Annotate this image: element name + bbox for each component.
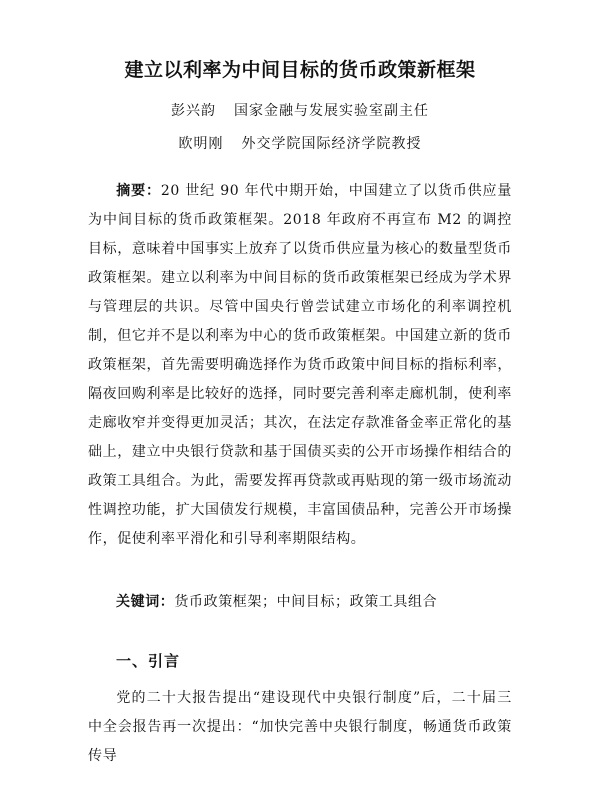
- paper-title: 建立以利率为中间目标的货币政策新框架: [124, 59, 476, 81]
- author-line-2: [0, 133, 600, 153]
- author-line-1: [0, 100, 600, 120]
- keywords-label: 关键词：: [116, 594, 175, 610]
- intro-text: 党的二十大报告提出“建设现代中央银行制度”后，二十届三中全会报告再一次提出：“加快完善中央银行制度，畅通货币政策传导: [88, 690, 512, 764]
- section-heading: 一、引言: [116, 652, 181, 670]
- keywords-text: 货币政策框架；中间目标；政策工具组合: [174, 594, 438, 610]
- keywords: [88, 588, 512, 617]
- author-affiliation: 外交学院国际经济学院教授: [241, 136, 422, 152]
- intro-paragraph: [88, 684, 512, 771]
- author-name: 彭兴韵: [171, 103, 216, 119]
- abstract: [88, 177, 512, 554]
- abstract-label: 摘要：: [116, 183, 161, 199]
- author-affiliation: 国家金融与发展实验室副主任: [234, 103, 429, 119]
- abstract-text: 20 世纪 90 年代中期开始，中国建立了以货币供应量为中间目标的货币政策框架。2018 年政府不再宣布 M2 的调控目标，意味着中国事实上放弃了以货币供应量为核心的数量型货币政策框架。建立以利率为中间目标的货币政策框架已经成为学术界与管理层的共识。尽管中国央行曾尝试建立市场化的利率调控机制，但它并不是以利率为中心的货币政策框架。中国建立新的货币政策框架，首先需要明确选择作为货币政策中间目标的指标利率，隔夜回购利率是比较好的选择，同时要完善利率走廊机制，使利率走廊收窄并变得更加灵活；其次，在法定存款准备金率正常化的基础上，建立中央银行贷款和基于国债买卖的公开市场操作相结合的政策工具组合。为此，需要发挥再贷款或再贴现的第一级市场流动性调控功能，扩大国债发行规模，丰富国债品种，完善公开市场操作，促使利率平滑化和引导利率期限结构。: [88, 183, 512, 547]
- author-name: 欧明刚: [178, 136, 224, 152]
